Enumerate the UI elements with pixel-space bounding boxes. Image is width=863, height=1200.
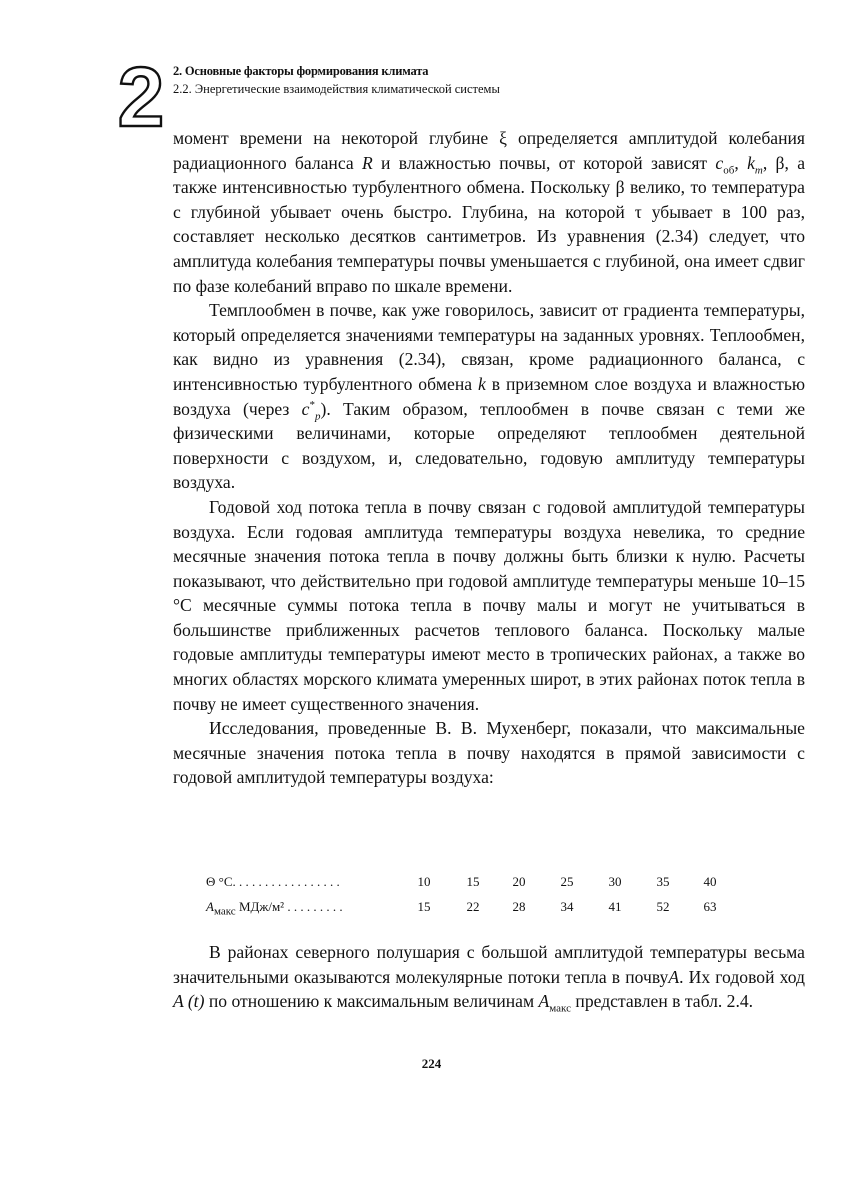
row-label-amax: $A_{макс}$ МДж/м² . . . . . . . . .	[206, 899, 343, 918]
table-cell: 15	[466, 874, 480, 889]
paragraph-1: момент времени на некоторой глубине ξ определяется амплитудой колебания радиационного баланса R и влажностью почвы, от которой зависят $c_{об}$, $k_m$, β, а также интенсивностью турбулентного обмена. Поскольку β велико, то температура с глубиной убывает очень быстро. Глубина, на которой τ убывает в 100 раз, составляет несколько десятков сантиметров. Из уравнения (2.34) следует, что амплитуда колебания температуры почвы уменьшается с глубиной, она имеет сдвиг по фазе колебаний вправо по шкале времени.	[173, 128, 806, 296]
table-cell: 22	[466, 899, 480, 914]
chapter-number-badge	[118, 60, 164, 132]
table-cell: 28	[512, 899, 526, 914]
main-text	[173, 126, 805, 790]
row-label-temperature: Θ °С. . . . . . . . . . . . . . . . .	[206, 874, 340, 889]
paragraph-5: В районах северного полушария с большой амплитудой температуры весьма значительными оказываются молекулярные потоки тепла в почвуA. Их годовой ход A (t) по отношению к максимальным величинам $A_{макс}$ представлен в табл. 2.4.	[173, 942, 805, 1015]
table-cell: 52	[656, 899, 670, 914]
table-cell: 63	[703, 899, 717, 914]
table-cell: 35	[656, 874, 670, 889]
table-cell: 20	[512, 874, 526, 889]
paragraph-3: Годовой ход потока тепла в почву связан с годовой амплитудой температуры воздуха. Если годовая амплитуда температуры воздуха невелика, то средние месячные значения потока тепла в почву должны быть близки к нулю. Расчеты показывают, что действительно при годовой амплитуде температуры меньше 10–15 °С месячные суммы потока тепла в почву малы и могут не учитываться в большинстве приближенных расчетов теплового баланса. Поскольку малые годовые амплитуды температуры имеют место в тропических районах, а также во многих областях морского климата умеренных широт, в этих районах поток тепла в почву не имеет существенного значения.	[173, 496, 805, 714]
main-text-continued	[173, 940, 805, 1014]
running-header-section: 2.2. Энергетические взаимодействия климатической системы	[173, 82, 500, 96]
running-header-chapter: 2. Основные факторы формирования климата	[173, 64, 429, 78]
table-cell: 40	[703, 874, 717, 889]
table-cell: 10	[417, 874, 431, 889]
chapter-number: 2	[118, 60, 164, 132]
page-number: 224	[421, 1056, 442, 1071]
paragraph-4: Исследования, проведенные В. В. Мухенберг, показали, что максимальные месячные значения потока тепла в почву находятся в прямой зависимости с годовой амплитудой температуры воздуха:	[173, 718, 805, 788]
table-cell: 25	[560, 874, 574, 889]
table-cell: 30	[608, 874, 622, 889]
table-cell: 15	[417, 899, 431, 914]
table-cell: 41	[608, 899, 622, 914]
table-cell: 34	[560, 899, 574, 914]
paragraph-2: Темплообмен в почве, как уже говорилось, зависит от градиента температуры, который определяется значениями температуры на заданных уровнях. Теплообмен, как видно из уравнения (2.34), связан, кроме радиационного баланса, с интенсивностью турбулентного обмена k в приземном слое воздуха и влажностью воздуха (через $c^*_p$). Таким образом, теплообмен в почве связан с теми же физическими величинами, которые определяют теплообмен деятельной поверхности с воздухом, и, следовательно, годовую амплитуду температуры воздуха.	[173, 300, 806, 493]
